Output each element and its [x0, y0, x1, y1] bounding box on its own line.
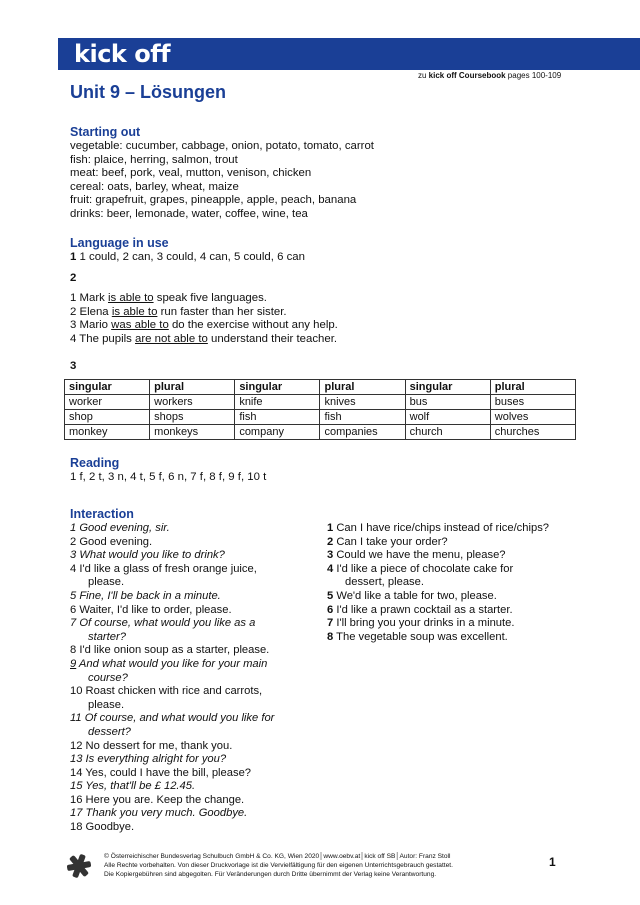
- section-title-language-in-use: Language in use: [70, 236, 169, 250]
- table-row: worker workers knife knives bus buses: [65, 395, 576, 410]
- dialogue-line: course?: [88, 671, 128, 684]
- dialogue-line: 17 Thank you very much. Goodbye.: [70, 807, 248, 820]
- footer-copyright: © Österreichischer Bundesverlag Schulbuch GmbH & Co. KG, Wien 2020│www.oebv.at│kick off SB│Autor: Franz Stoll Alle Rechte vorbehalten. Von dieser Druckvorlage ist die Vervielfältigung für den eigenen Unterrichtsgebrauch gestattet. Die Kopiergebühren sind abgegolten. Für Veränderungen durch Dritte übernimmt der Verlag keine Verantwortung.: [104, 853, 453, 878]
- exercise-2-answers: [70, 292, 338, 346]
- dialogue-line: dessert, please.: [345, 576, 424, 589]
- dialogue-line: 10 Roast chicken with rice and carrots,: [70, 685, 263, 698]
- dialogue-line: 6 Waiter, I'd like to order, please.: [70, 603, 232, 616]
- coursebook-reference: zu kick off Coursebook pages 100-109: [418, 71, 562, 80]
- page-title: Unit 9 – Lösungen: [70, 82, 227, 102]
- table-row: shop shops fish fish wolf wolves: [65, 410, 576, 425]
- dialogue-line: 1 Good evening, sir.: [70, 522, 170, 534]
- dialogue-line: 4 I'd like a piece of chocolate cake for: [327, 562, 514, 575]
- list-item: meat: beef, pork, veal, mutton, venison, chicken: [70, 167, 312, 179]
- dialogue-line: 5 Fine, I'll be back in a minute.: [70, 589, 221, 602]
- list-item: 1 Mark is able to speak five languages.: [70, 292, 267, 304]
- interaction-sentences-right: [327, 522, 587, 644]
- exercise-2-number: 2: [70, 272, 77, 284]
- dialogue-line: 2 Can I take your order?: [327, 535, 448, 548]
- list-item: vegetable: cucumber, cabbage, onion, potato, tomato, carrot: [70, 140, 374, 152]
- table-row: monkey monkeys company companies church churches: [65, 425, 576, 440]
- dialogue-line: 9 And what would you like for your main: [70, 657, 268, 670]
- exercise-1-answers: 1 1 could, 2 can, 3 could, 4 can, 5 could, 6 can: [70, 251, 305, 263]
- dialogue-line: 18 Goodbye.: [70, 821, 135, 834]
- table-header-row: singular plural singular plural singular plural: [65, 380, 576, 395]
- dialogue-line: 16 Here you are. Keep the change.: [70, 793, 245, 806]
- dialogue-line: 2 Good evening.: [70, 535, 153, 548]
- dialogue-line: 15 Yes, that'll be £ 12.45.: [70, 780, 196, 793]
- dialogue-line: 4 I'd like a glass of fresh orange juice,: [70, 562, 257, 575]
- interaction-dialogue-left: [70, 522, 310, 835]
- list-item: 4 The pupils are not able to understand their teacher.: [70, 332, 338, 345]
- dialogue-line: 5 We'd like a table for two, please.: [327, 589, 497, 602]
- section-title-interaction: Interaction: [70, 507, 134, 521]
- page-number: 1: [549, 855, 556, 869]
- list-item: drinks: beer, lemonade, water, coffee, wine, tea: [70, 207, 308, 220]
- dialogue-line: 7 I'll bring you your drinks in a minute.: [327, 617, 515, 630]
- dialogue-line: 6 I'd like a prawn cocktail as a starter.: [327, 603, 513, 616]
- dialogue-line: 8 I'd like onion soup as a starter, please.: [70, 644, 270, 657]
- kick-off-logo: kick off: [74, 40, 171, 68]
- dialogue-line: 1 Can I have rice/chips instead of rice/chips?: [327, 522, 550, 534]
- dialogue-line: 3 Could we have the menu, please?: [327, 549, 506, 562]
- dialogue-line: 7 Of course, what would you like as a: [70, 617, 256, 630]
- exercise-3-number: 3: [70, 360, 77, 372]
- list-item: 2 Elena is able to run faster than her sister.: [70, 305, 287, 318]
- list-item: cereal: oats, barley, wheat, maize: [70, 180, 239, 193]
- list-item: fruit: grapefruit, grapes, pineapple, apple, peach, banana: [70, 194, 357, 206]
- dialogue-line: 8 The vegetable soup was excellent.: [327, 630, 508, 643]
- dialogue-line: please.: [88, 698, 125, 711]
- starting-out-list: [70, 140, 374, 221]
- dialogue-line: please.: [88, 576, 125, 589]
- section-title-starting-out: Starting out: [70, 125, 141, 139]
- plurals-table: [64, 379, 576, 440]
- dialogue-line: 12 No dessert for me, thank you.: [70, 739, 233, 752]
- dialogue-line: dessert?: [88, 725, 131, 738]
- dialogue-line: 11 Of course, and what would you like for: [70, 712, 275, 725]
- section-title-reading: Reading: [70, 456, 120, 470]
- reading-answers: 1 f, 2 t, 3 n, 4 t, 5 f, 6 n, 7 f, 8 f, 9 f, 10 t: [70, 471, 267, 483]
- dialogue-line: 13 Is everything alright for you?: [70, 753, 227, 766]
- dialogue-line: starter?: [88, 630, 126, 643]
- oebv-logo-icon: [66, 853, 92, 879]
- dialogue-line: 3 What would you like to drink?: [70, 549, 225, 562]
- list-item: fish: plaice, herring, salmon, trout: [70, 153, 238, 166]
- dialogue-line: 14 Yes, could I have the bill, please?: [70, 766, 252, 779]
- list-item: 3 Mario was able to do the exercise without any help.: [70, 319, 338, 331]
